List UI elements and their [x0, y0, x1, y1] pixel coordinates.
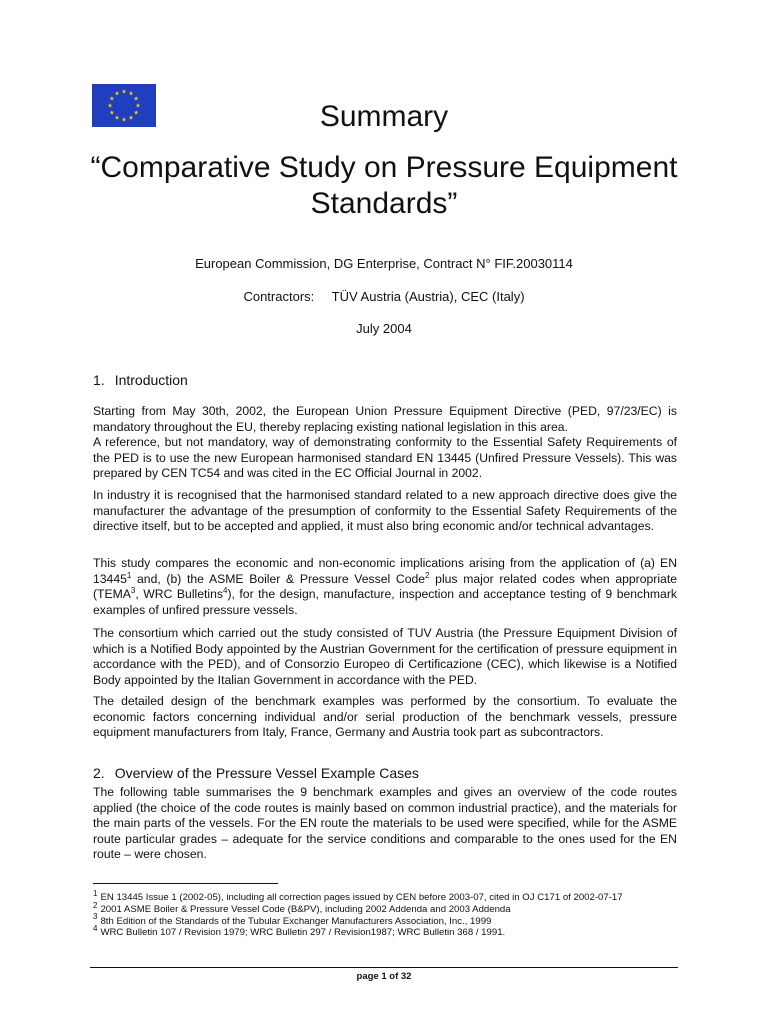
footnote-ref-1[interactable]: 1 — [126, 570, 132, 580]
footnote-1 — [93, 888, 677, 904]
contractors-line — [90, 289, 678, 305]
section-heading-overview — [93, 764, 419, 782]
section-number: 1. — [93, 372, 105, 388]
footnote-text: EN 13445 Issue 1 (2002-05), including all correction pages issued by CEN before 2003-07, cited in OJ C171 of 2002-07-17 — [100, 892, 623, 903]
footnote-ref-4[interactable]: 4 — [223, 586, 228, 596]
document-title-summary: Summary — [319, 100, 449, 133]
footnote-2 — [93, 900, 677, 916]
paragraph-3: In industry it is recognised that the harmonised standard related to a new approach directive does give the manufacturer the advantage of the presumption of conformity to the Essential Safety Requirements of the directive itself, but to be accepted and applied, it must also bring economic and/or technical advantages. — [93, 488, 677, 534]
section-number: 2. — [93, 765, 105, 781]
section-title: Overview of the Pressure Vessel Example Cases — [114, 765, 419, 781]
paragraph-4 — [93, 556, 677, 618]
footnote-divider — [93, 883, 278, 884]
footnote-ref-3[interactable]: 3 — [130, 586, 136, 596]
paragraph-1: Starting from May 30th, 2002, the European Union Pressure Equipment Directive (PED, 97/23/EC) is mandatory throughout the EU, thereby replacing existing national legislation in this area. — [93, 404, 677, 434]
paragraph-6: The detailed design of the benchmark examples was performed by the consortium. To evaluate the economic factors concerning individual and/or serial production of the benchmark vessels, pressure equipment manufacturers from Italy, France, Germany and Austria took part as subcontractors. — [93, 694, 677, 740]
paragraph-4-part-d: , WRC Bulletins — [135, 587, 223, 602]
footer-divider — [90, 967, 678, 968]
contractors-value: TÜV Austria (Austria), CEC (Italy) — [331, 289, 525, 304]
section-title: Introduction — [114, 372, 188, 388]
section-heading-introduction — [93, 371, 188, 389]
contract-line: European Commission, DG Enterprise, Contract N° FIF.20030114 — [195, 256, 573, 271]
footnote-4 — [93, 924, 677, 939]
footnote-ref-2[interactable]: 2 — [425, 570, 430, 580]
footnotes — [93, 888, 677, 939]
footnote-number: 2 — [93, 900, 98, 910]
footnote-3 — [93, 912, 677, 928]
footnote-text: 8th Edition of the Standards of the Tubular Exchanger Manufacturers Association, Inc., 1999 — [100, 915, 492, 927]
paragraph-2: A reference, but not mandatory, way of demonstrating conformity to the Essential Safety Requirements of the PED is to use the new European harmonised standard EN 13445 (Unfired Pressure Vessels). This was prepared by CEN TC54 and was cited in the EC Official Journal in 2002. — [93, 435, 677, 481]
paragraph-4-part-a: This study compares the economic and non-economic implications arising from the application of (a) EN 13445 — [93, 556, 677, 586]
footnote-number: 1 — [93, 888, 98, 898]
document-title: “Comparative Study on Pressure Equipment Standards” — [90, 151, 678, 220]
paragraph-4-part-e: ), for the design, manufacture, inspection and acceptance testing of 9 benchmark examples of unfired pressure vessels. — [93, 587, 677, 617]
footnote-number: 4 — [93, 924, 98, 934]
paragraph-4-part-c: plus major related codes when appropriate (TEMA — [93, 571, 678, 602]
footnote-text: 2001 ASME Boiler & Pressure Vessel Code (B&PV), including 2002 Addenda and 2003 Addenda — [100, 903, 511, 915]
contractors-label: Contractors: — [243, 289, 315, 304]
footnote-text: WRC Bulletin 107 / Revision 1979; WRC Bulletin 297 / Revision1987; WRC Bulletin 368 / 1991. — [100, 927, 506, 939]
paragraph-5: The consortium which carried out the study consisted of TUV Austria (the Pressure Equipment Division of which is a Notified Body appointed by the Austrian Government for the certification of pressure equipment in accordance with the PED), and of Consorzio Europeo di Certificazione (CEC), which likewise is a Notified Body appointed by the Italian Government in accordance with the PED. — [93, 626, 677, 687]
page-number: page 1 of 32 — [356, 971, 412, 982]
paragraph-4-part-b: and, (b) the ASME Boiler & Pressure Vessel Code — [131, 571, 426, 586]
footnote-number: 3 — [93, 912, 98, 922]
paragraph-7: The following table summarises the 9 benchmark examples and gives an overview of the code routes applied (the choice of the code routes is mainly based on common industrial practice), and the materials for the main parts of the vessels. For the EN route the materials to be used were specified, while for the ASME route particular grades – adequate for the service conditions and comparable to the ones used for the EN route – were chosen. — [93, 785, 677, 862]
document-date: July 2004 — [356, 321, 412, 336]
